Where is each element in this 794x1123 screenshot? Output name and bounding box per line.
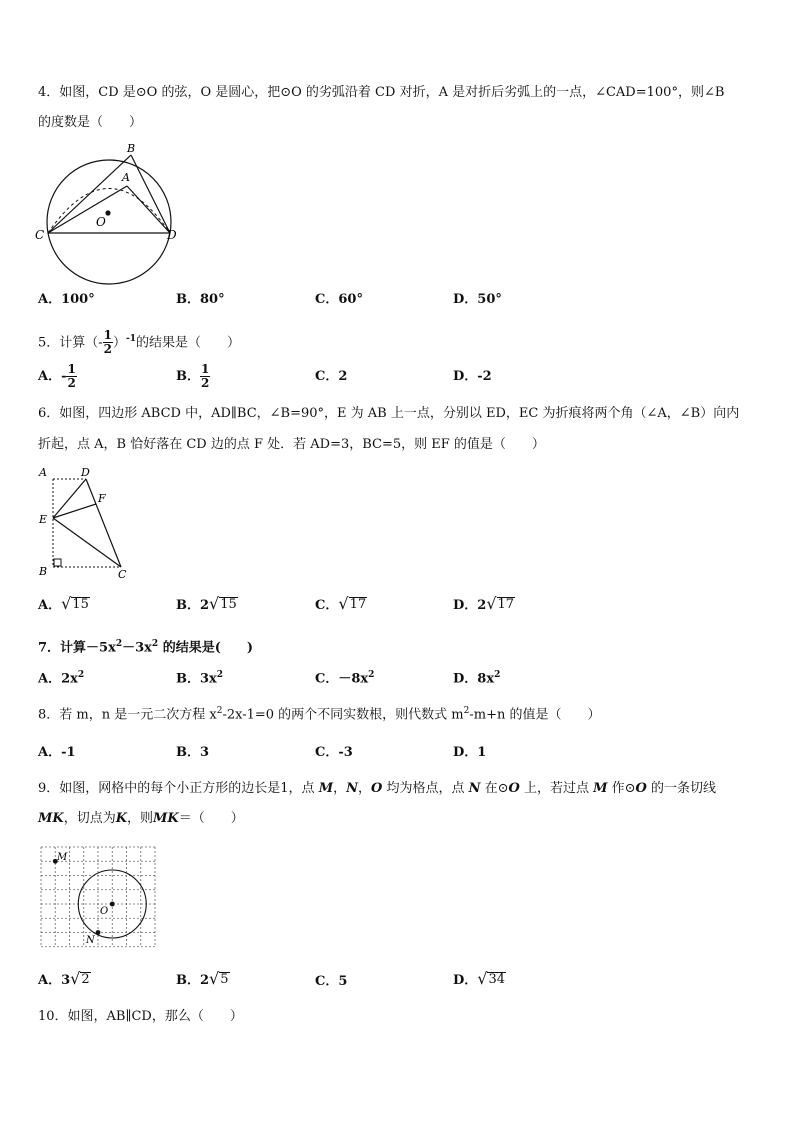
q6-label-d: D [81, 466, 90, 479]
q7-option-c[interactable]: C．$-8x^2$ [315, 670, 375, 687]
q4-option-b[interactable]: B．80° [176, 292, 225, 307]
q5-stem [38, 320, 240, 362]
q6-option-d[interactable]: D．2 √ 17 [453, 594, 515, 613]
q6-label-e: E [39, 513, 48, 526]
q6-stem-line2: 折起，点 A，B 恰好落在 CD 边的点 F 处．若 AD=3，BC=5，则 EF 的值是（ ） [38, 437, 545, 452]
q4-option-a[interactable]: A．100° [38, 292, 95, 307]
q6-option-b[interactable]: B．2 √ 15 [176, 594, 237, 613]
q6-figure [34, 462, 134, 582]
q8-stem: 8．若 m，n 是一元二次方程 $x^2-2x-1=0$ 的两个不同实数根，则代数式 $m^2-m+n$ 的值是（ ） [38, 706, 601, 723]
q4-stem-line2: 的度数是（ ） [38, 115, 143, 130]
q8-option-b[interactable]: B．3 [176, 745, 210, 760]
q6-label-a: A [39, 466, 47, 479]
q9-stem-line1: 9．如图，网格中的每个小正方形的边长是1，点 M，N，O 均为格点，点 N 在⊙O 上，若过点 M 作⊙O 的一条切线 [38, 781, 716, 796]
q5-option-b[interactable]: B． $\frac{1}{2}$ [176, 362, 210, 390]
q5-option-c[interactable]: C．2 [315, 369, 348, 384]
q7-option-a[interactable]: A．$2x^2$ [38, 670, 85, 687]
q4-option-c[interactable]: C．60° [315, 292, 363, 307]
q5-exponent: -1 [126, 334, 137, 344]
q4-stem-line1: 4．如图，CD 是⊙O 的弦，O 是圆心，把⊙O 的劣弧沿着 CD 对折，A 是对折后劣弧上的一点，∠CAD=100°，则∠B [38, 85, 725, 100]
q4-label-a: A [122, 171, 130, 184]
q4-label-b: B [127, 142, 136, 155]
q4-label-c: C [35, 228, 45, 242]
q4-figure [30, 140, 190, 285]
q7-stem: 7．计算$-5x^2-3x^2$ 的结果是( ) [38, 639, 253, 656]
q6-label-c: C [118, 568, 127, 581]
q9-option-c[interactable]: C．5 [315, 974, 348, 989]
q6-option-a[interactable]: A． √ 15 [38, 594, 89, 613]
q9-stem-line2: MK，切点为K，则MK＝（ ） [38, 811, 244, 826]
q6-label-f: F [98, 492, 106, 505]
q9-option-a[interactable]: A．3 √ 2 [38, 969, 90, 988]
q8-option-c[interactable]: C．-3 [315, 745, 353, 760]
q9-option-b[interactable]: B．2 √ 5 [176, 969, 229, 988]
q9-option-d[interactable]: D． √ 34 [453, 969, 506, 988]
q7-option-b[interactable]: B．$3x^2$ [176, 670, 224, 687]
q5-suffix: 的结果是（ ） [136, 335, 241, 351]
q5-option-a[interactable]: A．- $\frac{1}{2}$ [38, 362, 76, 390]
q6-label-b: B [39, 565, 48, 578]
q4-option-d[interactable]: D．50° [453, 292, 502, 307]
q4-label-o: O [96, 215, 106, 229]
q9-label-n: N [86, 935, 95, 946]
q9-label-m: M [57, 852, 68, 863]
q9-label-o: O [100, 906, 109, 917]
q5-close-paren: ） [113, 335, 127, 351]
q5-option-d[interactable]: D．-2 [453, 369, 492, 384]
q5-fraction: $\frac{1}{2}$ [103, 328, 113, 357]
q10-stem: 10．如图，AB∥CD，那么（ ） [38, 1009, 243, 1024]
q8-option-a[interactable]: A．-1 [38, 745, 76, 760]
q8-option-d[interactable]: D．1 [453, 745, 487, 760]
q9-figure [38, 844, 160, 952]
q6-option-c[interactable]: C． √ 17 [315, 594, 367, 613]
q5-prefix: 5．计算（- [38, 335, 103, 351]
q4-label-d: D [167, 228, 177, 242]
q7-option-d[interactable]: D．$8x^2$ [453, 670, 501, 687]
q6-stem-line1: 6．如图，四边形 ABCD 中，AD∥BC，∠B=90°，E 为 AB 上一点，分别以 ED，EC 为折痕将两个角（∠A，∠B）向内 [38, 406, 740, 421]
